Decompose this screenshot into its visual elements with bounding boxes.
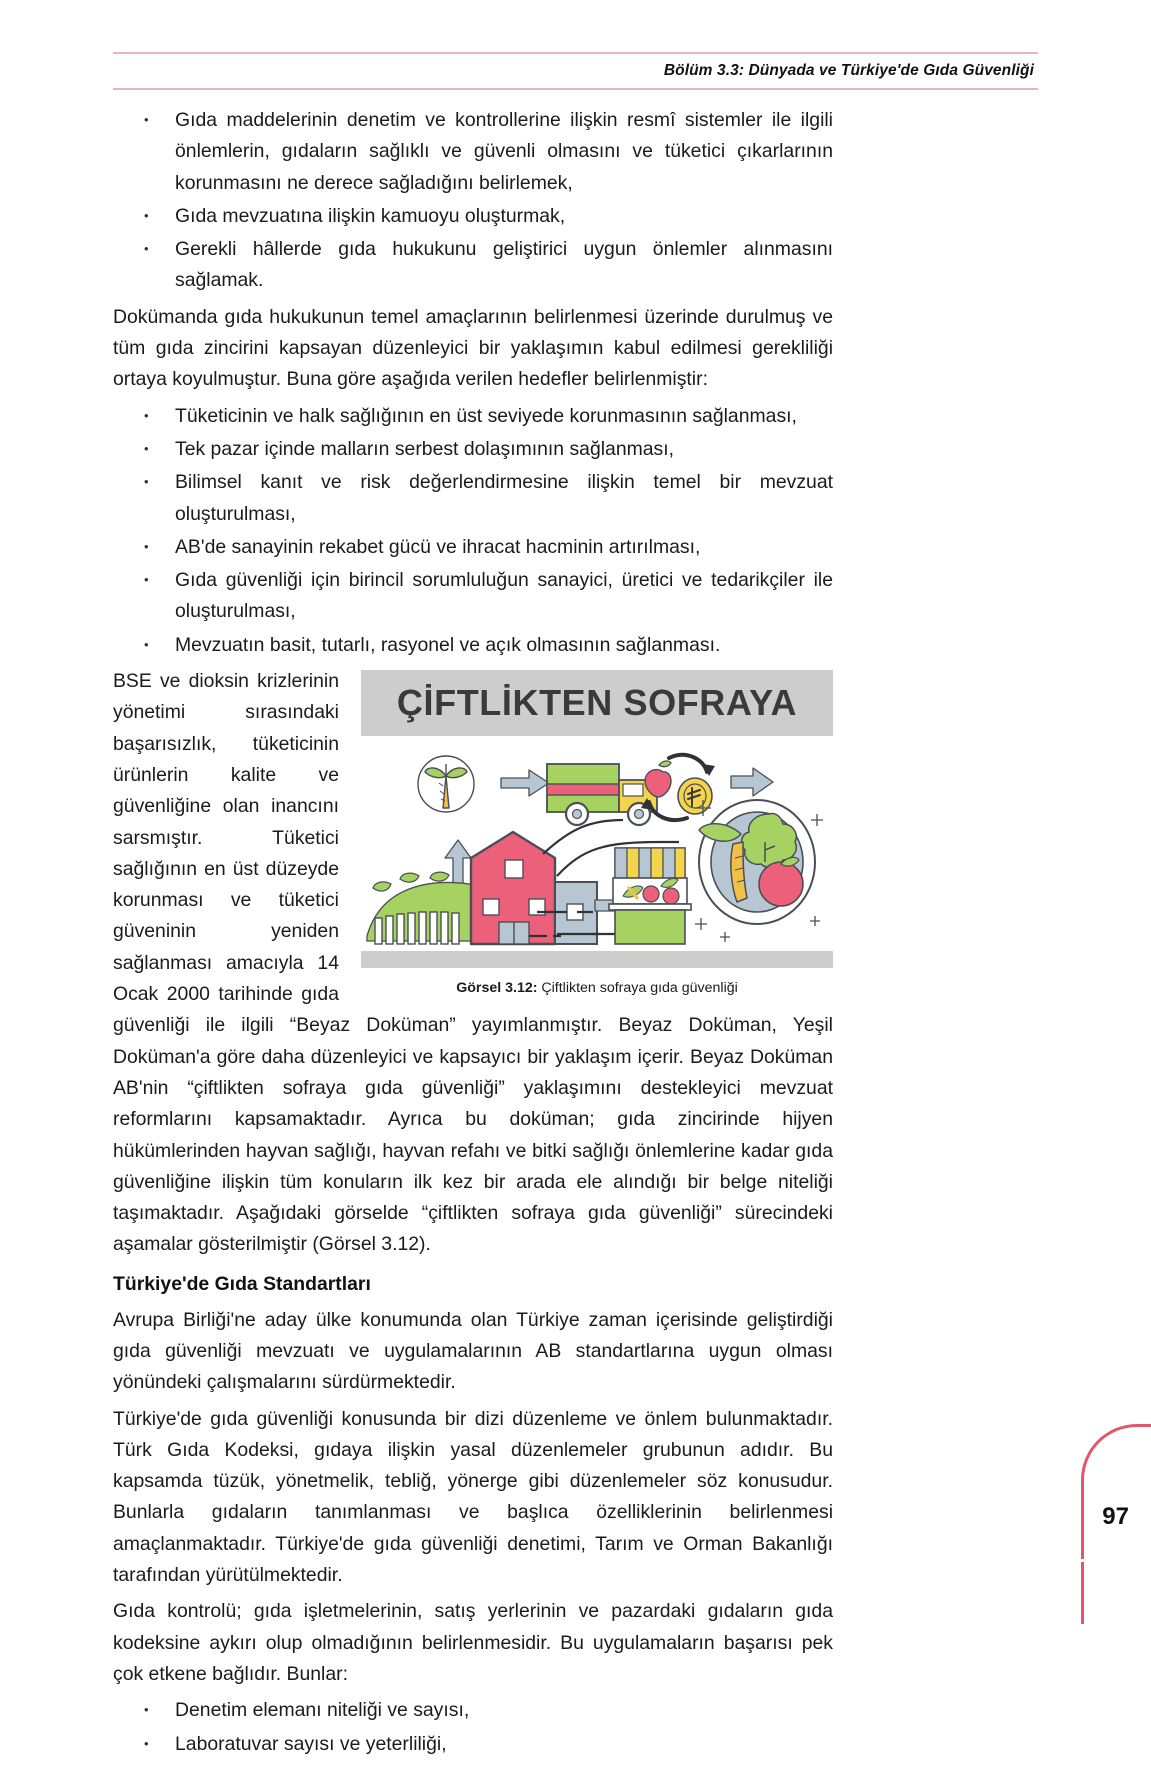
list-item-text: • Tek pazar içinde malların serbest dolaşımının sağlanması,: [175, 437, 675, 460]
figure-caption-text: Çiftlikten sofraya gıda güvenliği: [537, 980, 738, 997]
figure-banner-text: ÇİFTLİKTEN SOFRAYA: [396, 682, 798, 724]
paragraph-avrupa-birligi: Avrupa Birliği'ne aday ülke konumunda olan Türkiye zaman içerisinde geliştirdiği gıda güvenliği mevzuatı ve uygulamalarının AB standartlarına uygun olması yönündeki çalışmalarını sürdürmektedir.: [113, 1308, 833, 1394]
figure-banner: [361, 670, 833, 736]
vegetable-plate-icon: [695, 800, 823, 942]
farm-to-fork-illustration: [361, 736, 833, 951]
page-number: 97: [1102, 1503, 1129, 1530]
list-item: [113, 532, 833, 563]
header-chapter-title: Bölüm 3.3: Dünyada ve Türkiye'de Gıda Güvenliği: [663, 62, 1034, 79]
list-item-text: • Mevzuatın basit, tutarlı, rasyonel ve açık olmasının sağlanması.: [175, 633, 721, 656]
list-item: [113, 201, 833, 232]
list-item: [113, 467, 833, 530]
market-stall-icon: [609, 848, 691, 944]
paragraph-dokumanda: Dokümanda gıda hukukunun temel amaçlarının belirlenmesi üzerinde durulmuş ve tüm gıda zincirini kapsayan düzenleyici bir yaklaşımın kabul edilmesi gerekliliği ortaya koyulmuştur. Buna göre aşağıda verilen hedefler belirlenmiştir:: [113, 305, 833, 391]
carrot-plant-icon: [418, 756, 474, 812]
right-arrow-icon: [731, 768, 773, 796]
list-item-text: • Bilimsel kanıt ve risk değerlendirmesine ilişkin temel bir mevzuat oluşturulması,: [175, 471, 833, 525]
list-item-text: • Gerekli hâllerde gıda hukukunu geliştirici uygun önlemler alınmasını sağlamak.: [175, 238, 833, 292]
list-item: [113, 434, 833, 465]
list-item: [113, 105, 833, 199]
bullet-list-bottom: [113, 1695, 833, 1760]
figure-ciftlikten-sofraya: [361, 670, 833, 998]
figure-image: [361, 670, 833, 968]
list-item-text: • AB'de sanayinin rekabet gücü ve ihracat hacminin artırılması,: [175, 535, 701, 558]
figure-caption: [361, 978, 833, 998]
list-item: [113, 565, 833, 628]
page-content: [113, 105, 833, 1765]
subheading-turkiyede-gida-standartlari: Türkiye'de Gıda Standartları: [113, 1272, 371, 1295]
paragraph-bse: BSE ve dioksin krizlerinin yönetimi sırasındaki başarısızlık, tüketicinin ürünlerin kalite ve güvenliğine olan inancını sarsmıştır. Tüketici sağlığının en üst düzeyde korunması ve tüketici güveninin yeniden sağlanması amacıyla 14 Ocak 2000 tarihinde gıda güvenliği ile ilgili “Beyaz Doküman” yayımlanmıştır. Beyaz Doküman, Yeşil Doküman'a göre daha düzenleyici ve kapsayıcı bir yaklaşım içerir. Beyaz Doküman AB'nin “çiftlikten sofraya gıda güvenliği” yaklaşımını destekleyici mevzuat reformlarını kapsamaktadır. Ayrıca bu doküman; gıda zincirinde hijyen hükümlerinden hayvan sağlığı, hayvan refahı ve bitki sağlığı önlemlerine kadar gıda güvenliğine ilişkin tüm konuların ilk kez bir arada ele alındığı bir belge niteliği taşımaktadır. Aşağıdaki görselde “çiftlikten sofraya gıda güvenliği” sürecindeki aşamalar gösterilmiştir (Görsel 3.12).: [113, 670, 833, 1256]
apple-coin-exchange-icon: [641, 755, 715, 820]
up-arrow-icon: [445, 840, 471, 886]
running-header: [113, 52, 1038, 90]
delivery-truck-icon: [547, 764, 657, 825]
list-item: [113, 401, 833, 432]
list-item-text: • Denetim elemanı niteliği ve sayısı,: [175, 1699, 470, 1722]
paragraph-turkiyede-gida: Türkiye'de gıda güvenliği konusunda bir dizi düzenleme ve önlem bulunmaktadır. Türk Gıda Kodeksi, gıdaya ilişkin yasal düzenlemeler grubunun adıdır. Bu kapsamda tüzük, yönetmelik, tebliğ, yönerge gibi düzenlemeler söz konusudur. Bunlarla gıdaların tanımlanması ve başlıca özelliklerinin belirlenmesi amaçlanmaktadır. Türkiye'de gıda güvenliği denetimi, Tarım ve Orman Bakanlığı tarafından yürütülmektedir.: [113, 1407, 833, 1587]
farm-field-icon: [367, 872, 481, 944]
corner-mask: [1081, 1559, 1151, 1562]
bullet-list-top: [113, 105, 833, 297]
right-arrow-icon: [501, 770, 549, 796]
list-item-text: • Gıda güvenliği için birincil sorumluluğun sanayici, üretici ve tedarikçiler ile oluşturulması,: [175, 569, 833, 623]
figure-caption-label: Görsel 3.12:: [456, 980, 538, 997]
paragraph-gida-kontrolu: Gıda kontrolü; gıda işletmelerinin, satış yerlerinin ve pazardaki gıdaların gıda kodeksine aykırı olup olmadığının belirlenmesidir. Bu uygulamaların başarısı pek çok etkene bağlıdır. Bunlar:: [113, 1600, 833, 1685]
list-item: [113, 1729, 833, 1760]
list-item-text: • Gıda maddelerinin denetim ve kontrollerine ilişkin resmî sistemler ile ilgili önlemlerin, gıdaların sağlıklı ve güvenli olmasını ve tüketici çıkarlarının korunmasını ne derece sağladığını belirlemek,: [175, 109, 833, 194]
farm-barn-icon: [471, 832, 597, 944]
list-item: [113, 1695, 833, 1726]
list-item-text: • Laboratuvar sayısı ve yeterliliği,: [175, 1732, 447, 1755]
list-item: [113, 234, 833, 297]
list-item-text: • Gıda mevzuatına ilişkin kamuoyu oluşturmak,: [175, 204, 566, 227]
bullet-list-middle: [113, 401, 833, 661]
figure-footer-bar: [361, 951, 833, 968]
page-corner-decoration: [1065, 1414, 1151, 1624]
list-item-text: • Tüketicinin ve halk sağlığının en üst seviyede korunmasının sağlanması,: [175, 404, 797, 427]
list-item: [113, 630, 833, 661]
